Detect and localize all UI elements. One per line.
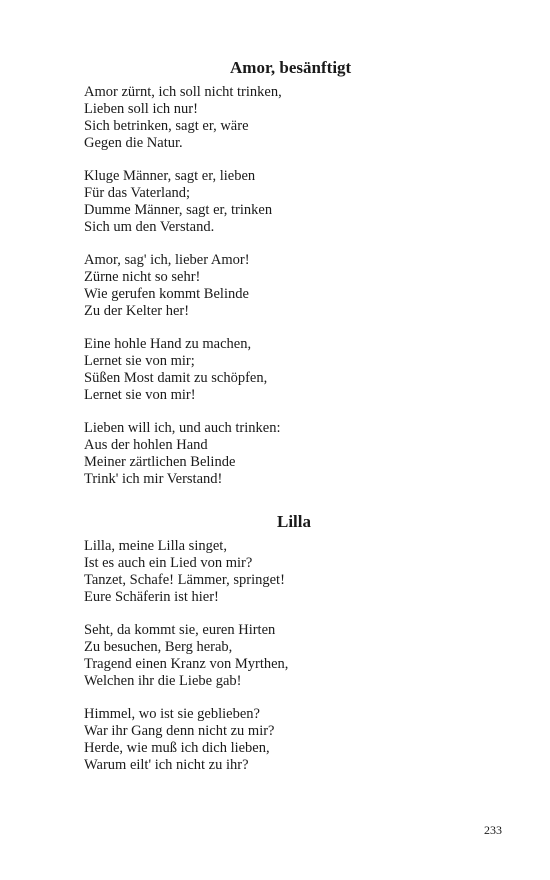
stanza (84, 622, 288, 690)
verse-line: Sich betrinken, sagt er, wäre (84, 118, 249, 134)
verse-line: Sich um den Verstand. (84, 219, 215, 235)
poem-title: Lilla (277, 512, 312, 531)
verse-line: Lilla, meine Lilla singet, (84, 538, 227, 554)
verse-line: War ihr Gang denn nicht zu mir? (84, 723, 275, 739)
stanza (84, 84, 282, 152)
verse-line: Dumme Männer, sagt er, trinken (84, 202, 273, 218)
verse-line: Herde, wie muß ich dich lieben, (84, 740, 270, 756)
verse-line: Seht, da kommt sie, euren Hirten (84, 622, 276, 638)
poem-title: Amor, besänftigt (230, 58, 352, 77)
poem-body (84, 84, 282, 504)
verse-line: Lernet sie von mir! (84, 387, 196, 403)
verse-line: Süßen Most damit zu schöpfen, (84, 370, 268, 386)
verse-line: Eure Schäferin ist hier! (84, 589, 219, 605)
verse-line: Für das Vaterland; (84, 185, 191, 201)
stanza (84, 706, 288, 774)
verse-line: Trink' ich mir Verstand! (84, 471, 223, 487)
verse-line: Lieben soll ich nur! (84, 101, 198, 117)
verse-line: Welchen ihr die Liebe gab! (84, 673, 242, 689)
verse-line: Eine hohle Hand zu machen, (84, 336, 252, 352)
verse-line: Lieben will ich, und auch trinken: (84, 420, 281, 436)
verse-line: Aus der hohlen Hand (84, 437, 208, 453)
verse-line: Tanzet, Schafe! Lämmer, springet! (84, 572, 285, 588)
verse-line: Gegen die Natur. (84, 135, 183, 151)
verse-line: Zürne nicht so sehr! (84, 269, 201, 285)
verse-line: Wie gerufen kommt Belinde (84, 286, 249, 302)
verse-line: Zu der Kelter her! (84, 303, 190, 319)
page-number: 233 (484, 823, 502, 837)
stanza (84, 252, 282, 320)
verse-line: Tragend einen Kranz von Myrthen, (84, 656, 289, 672)
verse-line: Ist es auch ein Lied von mir? (84, 555, 253, 571)
stanza (84, 336, 282, 404)
stanza (84, 420, 282, 488)
verse-line: Amor zürnt, ich soll nicht trinken, (84, 84, 282, 100)
verse-line: Meiner zärtlichen Belinde (84, 454, 236, 470)
stanza (84, 538, 288, 606)
verse-line: Warum eilt' ich nicht zu ihr? (84, 757, 249, 773)
stanza (84, 168, 282, 236)
verse-line: Lernet sie von mir; (84, 353, 195, 369)
poem-body (84, 538, 288, 790)
verse-line: Kluge Männer, sagt er, lieben (84, 168, 256, 184)
verse-line: Himmel, wo ist sie geblieben? (84, 706, 260, 722)
verse-line: Amor, sag' ich, lieber Amor! (84, 252, 250, 268)
verse-line: Zu besuchen, Berg herab, (84, 639, 233, 655)
